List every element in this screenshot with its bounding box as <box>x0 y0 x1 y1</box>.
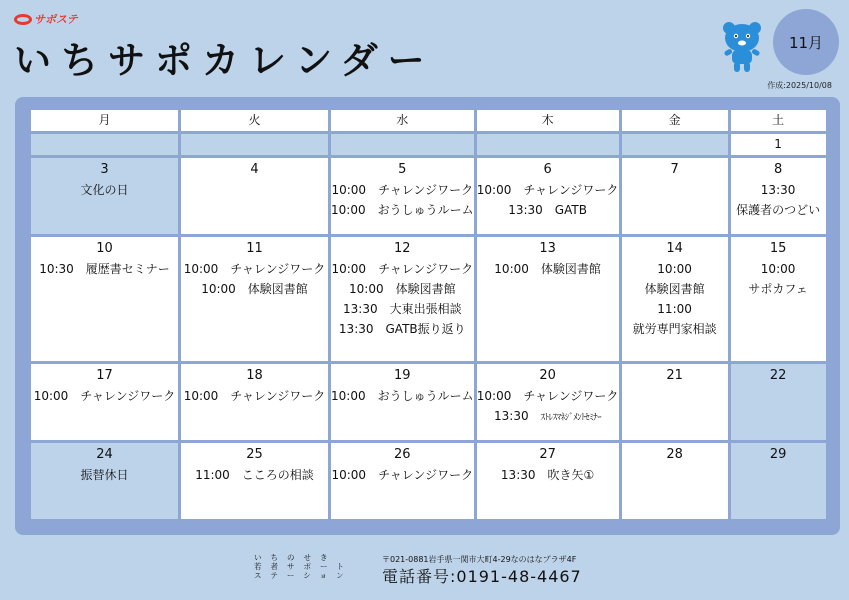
day-cell <box>731 364 826 440</box>
blank-cell <box>181 134 328 155</box>
day-number: 27 <box>539 447 556 462</box>
event-text: 10:00 おうしゅうルーム <box>331 389 474 403</box>
event-text: 10:00 チャレンジワーク <box>476 389 619 403</box>
event-text: 10:00 チャレンジワーク <box>331 183 474 197</box>
day-number: 21 <box>666 368 683 383</box>
day-number: 14 <box>666 241 683 256</box>
event-text: 13:30 <box>760 183 796 197</box>
week-row <box>31 237 826 361</box>
organization-line: ステーション <box>254 571 353 580</box>
weekday-header: 金 <box>622 110 728 131</box>
day-cell <box>31 443 178 519</box>
day-cell <box>331 158 474 234</box>
day-number: 3 <box>100 162 109 177</box>
blank-cell <box>331 134 474 155</box>
day-number: 6 <box>543 162 552 177</box>
day-cell <box>31 237 178 361</box>
weekday-header: 木 <box>477 110 619 131</box>
day-cell <box>181 364 328 440</box>
day-number: 4 <box>250 162 259 177</box>
organization-name <box>254 553 353 580</box>
day-number: 7 <box>670 162 679 177</box>
event-text: 体験図書館 <box>644 282 705 296</box>
day-number: 19 <box>394 368 411 383</box>
phone-number: 電話番号:0191-48-4467 <box>382 567 582 586</box>
day-cell <box>622 364 728 440</box>
week-row <box>31 364 826 440</box>
day-cell <box>181 158 328 234</box>
event-text: 10:00 <box>657 262 692 276</box>
logo-text: サポステ <box>34 13 78 26</box>
day-number: 22 <box>769 368 787 383</box>
day-number: 15 <box>769 241 787 256</box>
blank-cell <box>31 134 178 155</box>
day-number: 25 <box>246 447 263 462</box>
day-cell <box>331 364 474 440</box>
event-text: 振替休日 <box>80 468 129 482</box>
created-date: 作成:2025/10/08 <box>767 81 832 90</box>
event-text: サポカフェ <box>748 282 808 296</box>
day-number: 24 <box>96 447 113 462</box>
day-number: 11 <box>246 241 263 256</box>
organization-line: 若者サポート <box>254 562 353 571</box>
day-cell <box>181 443 328 519</box>
day-number: 10 <box>96 241 113 256</box>
mascot-bear-icon <box>720 20 764 74</box>
week-row <box>31 443 826 519</box>
day-number: 20 <box>539 368 556 383</box>
day-cell <box>477 364 619 440</box>
day-number: 13 <box>539 241 556 256</box>
weekday-header: 土 <box>731 110 826 131</box>
event-text: 10:00 チャレンジワーク <box>183 262 326 276</box>
leading-blank-row <box>31 134 826 155</box>
event-text: 文化の日 <box>80 183 129 197</box>
day-cell <box>731 443 826 519</box>
event-text: 13:30 大東出張相談 <box>343 302 462 316</box>
event-text: 10:00 体験図書館 <box>201 282 308 296</box>
month-badge: 11月 <box>773 9 839 75</box>
day-number: 8 <box>773 162 783 177</box>
day-number: 12 <box>394 241 411 256</box>
weekday-header: 水 <box>331 110 474 131</box>
day-cell <box>731 158 826 234</box>
page-title: いちサポカレンダー <box>14 39 435 82</box>
day-cell <box>477 158 619 234</box>
event-text: 10:00 <box>760 262 796 276</box>
event-text: 10:00 チャレンジワーク <box>331 262 474 276</box>
event-text: 10:00 チャレンジワーク <box>183 389 326 403</box>
event-text: 就労専門家相談 <box>632 322 717 336</box>
day-cell <box>477 443 619 519</box>
event-time: 13:30 <box>494 409 541 423</box>
event-text: 10:00 体験図書館 <box>494 262 601 276</box>
event-text: 10:00 体験図書館 <box>349 282 456 296</box>
day-number: 18 <box>246 368 263 383</box>
day-cell: 1 <box>731 134 826 155</box>
event-text: 保護者のつどい <box>736 203 821 217</box>
saposute-logo <box>14 11 78 27</box>
day-cell <box>331 443 474 519</box>
event-text: 10:30 履歴書セミナー <box>39 262 170 276</box>
day-cell <box>622 443 728 519</box>
day-number: 26 <box>394 447 411 462</box>
event-text: 13:30 GATB振り返り <box>338 322 466 336</box>
event-text: 10:00 おうしゅうルーム <box>331 203 474 217</box>
day-cell <box>622 237 728 361</box>
day-cell <box>731 237 826 361</box>
day-cell <box>181 237 328 361</box>
blank-cell <box>622 134 728 155</box>
calendar-table <box>28 107 829 522</box>
day-cell <box>477 237 619 361</box>
blank-cell <box>477 134 619 155</box>
event-text: 11:00 こころの相談 <box>195 468 314 482</box>
day-number: 28 <box>666 447 683 462</box>
event-text: 10:00 チャレンジワーク <box>33 389 176 403</box>
week-row <box>31 158 826 234</box>
event-text: 13:30 GATB <box>508 203 587 217</box>
day-cell <box>622 158 728 234</box>
day-cell <box>31 158 178 234</box>
weekday-header: 火 <box>181 110 328 131</box>
organization-line: いちのせき <box>254 553 337 562</box>
weekday-header-row <box>31 110 826 131</box>
address: 〒021-0881岩手県一関市大町4-29なのはなプラザ4F <box>382 555 577 564</box>
day-cell <box>331 237 474 361</box>
day-number: 17 <box>96 368 113 383</box>
event-text: 11:00 <box>657 302 692 316</box>
day-number: 29 <box>769 447 787 462</box>
logo-mark-icon <box>14 14 32 25</box>
day-cell <box>31 364 178 440</box>
day-number: 5 <box>398 162 407 177</box>
event-title-small: ｽﾄﾚｽﾏﾈｼﾞﾒﾝﾄｾﾐﾅｰ <box>540 413 602 423</box>
event-text <box>477 406 619 428</box>
weekday-header: 月 <box>31 110 178 131</box>
event-text: 10:00 チャレンジワーク <box>331 468 474 482</box>
event-text: 10:00 チャレンジワーク <box>476 183 619 197</box>
event-text: 13:30 吹き矢① <box>500 468 595 482</box>
